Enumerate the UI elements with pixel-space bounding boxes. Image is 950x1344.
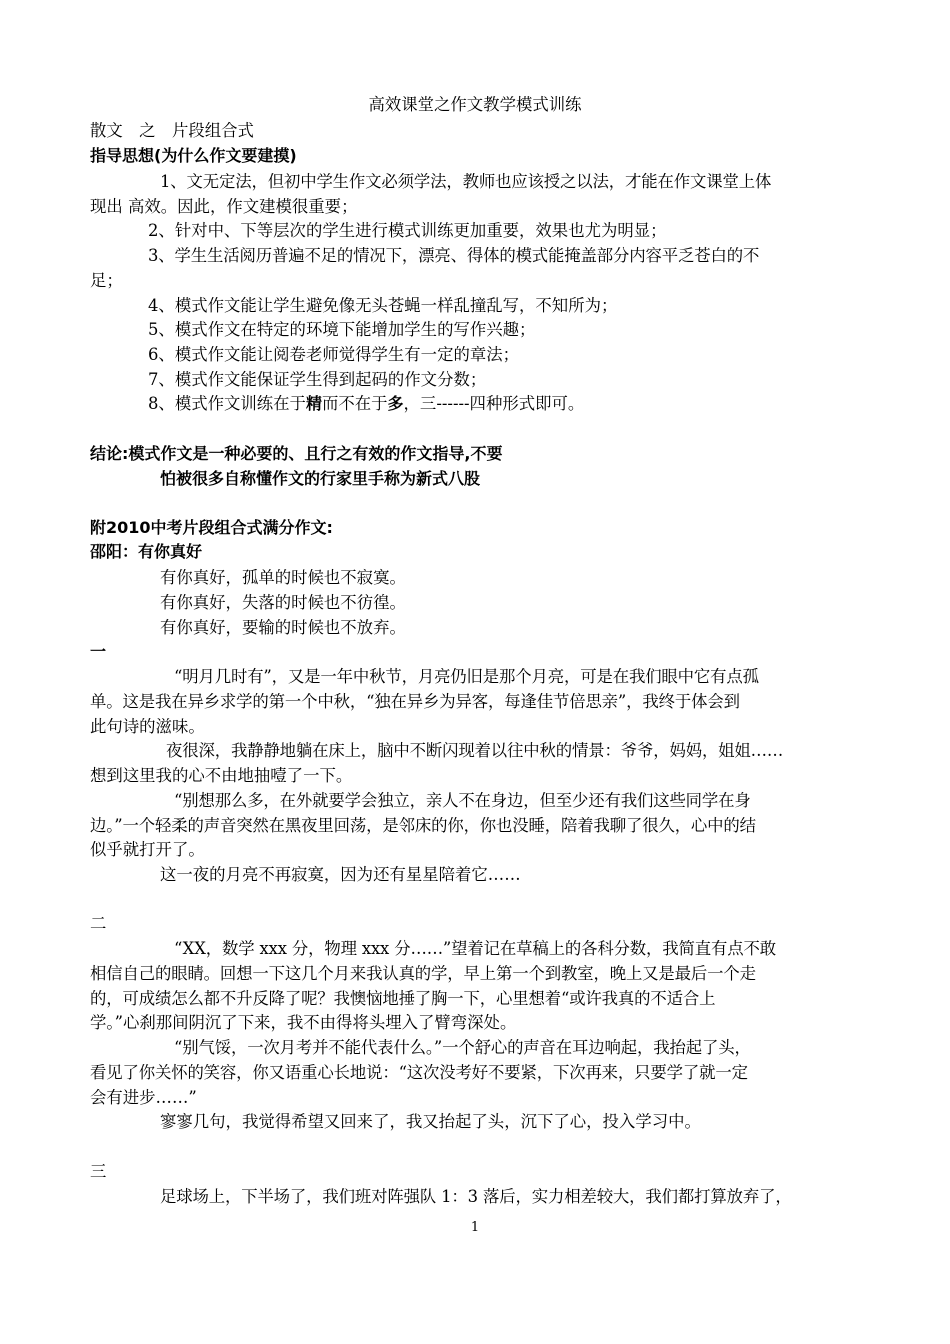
conclusion-line-2: 怕被很多自称懂作文的行家里手称为新式八股 [160,469,481,488]
s1-line-5: 想到这里我的心不由地抽噎了一下。 [90,766,353,785]
s1-line-1: “明月几时有”，又是一年中秋节，月亮仍旧是那个月亮，可是在我们眼中它有点孤 [174,667,759,686]
guide-item-6: 6、模式作文能让阅卷老师觉得学生有一定的章法； [148,345,520,364]
guide-item-3: 3、学生生活阅历普遍不足的情况下，漂亮、得体的模式能掩盖部分内容平乏苍白的不 [148,246,760,265]
section-2-marker: 二 [90,914,107,933]
s2-line-8: 寥寥几句，我觉得希望又回来了，我又抬起了头，沉下了心，投入学习中。 [160,1112,701,1131]
item8-bold-jing: 精 [305,394,322,413]
s2-line-1: “XX，数学 xxx 分，物理 xxx 分……”望着记在草稿上的各科分数，我简直有点不敢 [174,939,776,958]
guide-item-4: 4、模式作文能让学生避免像无头苍蝇一样乱撞乱写，不知所为； [148,296,618,315]
guide-item-2: 2、针对中、下等层次的学生进行模式训练更加重要，效果也尤为明显； [148,221,667,240]
s1-line-6: “别想那么多，在外就要学会独立，亲人不在身边，但至少还有我们这些同学在身 [174,791,751,810]
guide-item-7: 7、模式作文能保证学生得到起码的作文分数； [148,370,487,389]
s1-line-2: 单。这是我在异乡求学的第一个中秋，“独在异乡为异客，每逢佳节倍思亲”，我终于体会到 [90,692,740,711]
page-number: 1 [470,1220,480,1235]
doc-subtitle: 散文 之 片段组合式 [90,121,254,140]
guide-item-1-cont: 现出 高效。因此，作文建模很重要； [90,197,358,216]
doc-title: 高效课堂之作文教学模式训练 [368,95,582,114]
guide-item-8 [148,394,584,414]
s3-line-1: 足球场上，下半场了，我们班对阵强队 1：3 落后，实力相差较大，我们都打算放弃了， [160,1187,792,1206]
appendix-heading: 附2010中考片段组合式满分作文: [90,518,333,537]
guide-item-1: 1、文无定法，但初中学生作文必须学法，教师也应该授之以法，才能在作文课堂上体 [160,172,772,191]
conclusion-line-1: 结论:模式作文是一种必要的、且行之有效的作文指导,不要 [90,444,503,463]
s2-line-2: 相信自己的眼睛。回想一下这几个月来我认真的学，早上第一个到教室，晚上又是最后一个走 [90,964,756,983]
s2-line-5: “别气馁，一次月考并不能代表什么。”一个舒心的声音在耳边响起，我抬起了头， [174,1038,751,1057]
guide-heading: 指导思想(为什么作文要建摸) [90,146,297,165]
s2-line-7: 会有进步……” [90,1088,197,1107]
essay-title: 邵阳：有你真好 [90,542,203,561]
s1-line-9: 这一夜的月亮不再寂寞，因为还有星星陪着它…… [160,865,521,884]
guide-item-5: 5、模式作文在特定的环境下能增加学生的写作兴趣； [148,320,536,339]
s1-line-7: 边。”一个轻柔的声音突然在黑夜里回荡，是邻床的你，你也没睡，陪着我聊了很久，心中的结 [90,816,756,835]
s1-line-8: 似乎就打开了。 [90,840,205,859]
s2-line-4: 学。”心刹那间阴沉了下来，我不由得将头埋入了臂弯深处。 [90,1013,517,1032]
s2-line-6: 看见了你关怀的笑容，你又语重心长地说：“这次没考好不要紧，下次再来，只要学了就一定 [90,1063,748,1082]
section-3-marker: 三 [90,1162,107,1181]
item8-bold-duo: 多 [387,394,404,413]
item8-before: 8、模式作文训练在于 [148,394,306,413]
s1-line-4: 夜很深，我静静地躺在床上，脑中不断闪现着以往中秋的情景：爷爷，妈妈，姐姐…… [166,741,784,760]
intro-line-3: 有你真好，要输的时候也不放弃。 [160,618,406,637]
section-1-marker: 一 [90,642,107,661]
s1-line-3: 此句诗的滋味。 [90,717,205,736]
item8-after: ，三------四种形式即可。 [403,394,585,413]
intro-line-1: 有你真好，孤单的时候也不寂寞。 [160,568,406,587]
s2-line-3: 的，可成绩怎么都不升反降了呢？我懊恼地捶了胸一下，心里想着“或许我真的不适合上 [90,989,716,1008]
guide-item-3-cont: 足； [90,271,123,290]
item8-middle: 而不在于 [321,394,388,413]
intro-line-2: 有你真好，失落的时候也不彷徨。 [160,593,406,612]
